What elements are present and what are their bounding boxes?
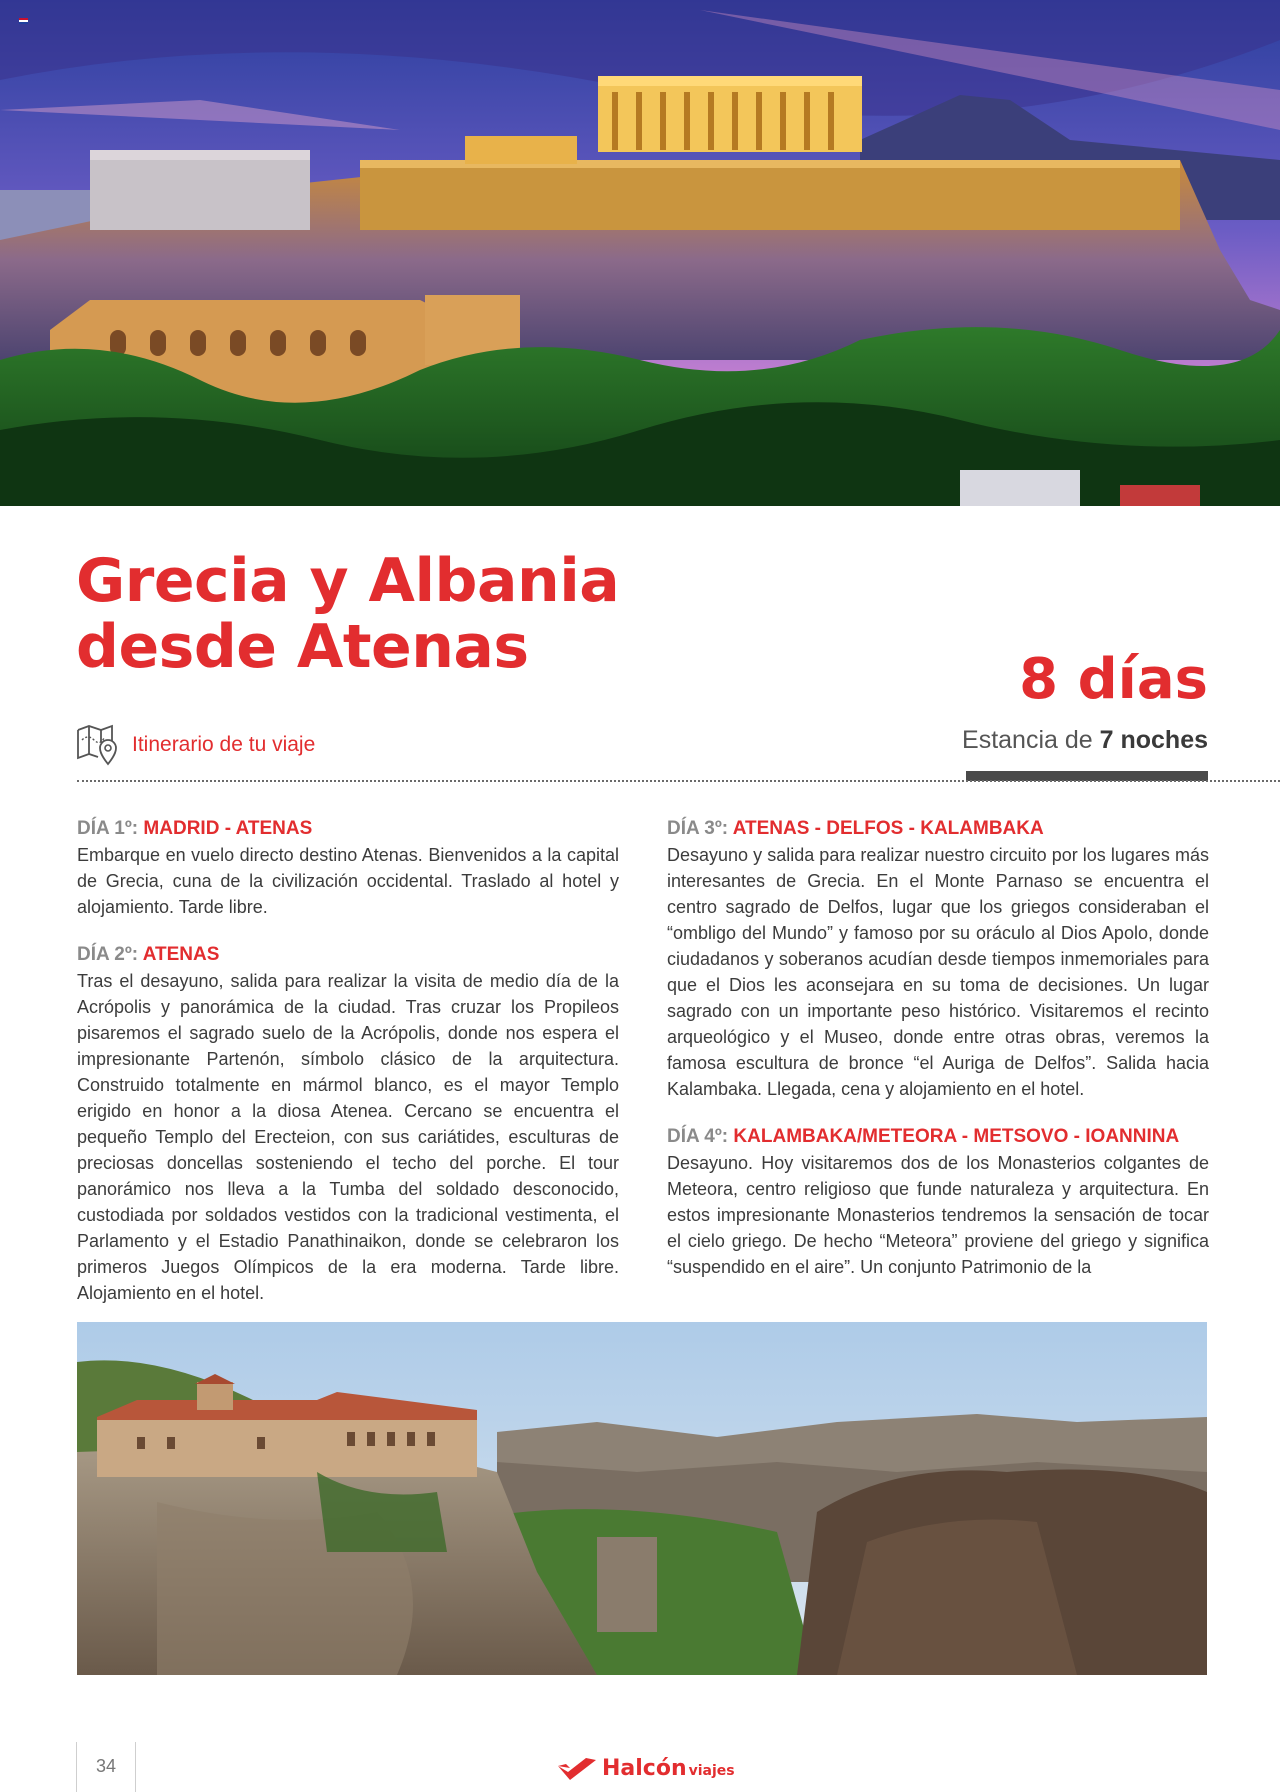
day-2 (77, 942, 619, 1306)
day-heading (667, 1124, 1209, 1150)
title-line-2: desde Atenas (76, 612, 529, 682)
day-route: ATENAS - DELFOS - KALAMBAKA (732, 818, 1044, 839)
duration-days: 8 días (1019, 647, 1208, 712)
halcon-logo (556, 1756, 735, 1782)
day-description: Desayuno y salida para realizar nuestro circuito por los lugares más interesantes de Grecia. En el Monte Parnaso se encuentra el centro sagrado de Delfos, lugar que los griegos consideraban el “ombligo del Mundo” y famoso por su oráculo al Dios Apolo, donde ciudadanos y soberanos acudían desde tiempos inmemoriales para que el Dios les aconsejara en su toma de decisiones. Un lugar sagrado con un importante peso histórico. Visitaremos el recinto arqueológico y el Museo, donde entre otras obras, veremos la famosa escultura de bronce “el Auriga de Delfos”. Salida hacia Kalambaka. Llegada, cena y alojamiento en el hotel. (667, 845, 1209, 1099)
day-heading (77, 942, 619, 968)
title-line-1: Grecia y Albania (76, 546, 620, 616)
hero-photo-acropolis (0, 0, 1280, 506)
day-heading (667, 816, 1209, 842)
page-title (76, 548, 619, 680)
brand-name: Halcón (602, 1756, 687, 1781)
day-label: DÍA 3º: (667, 818, 733, 839)
meteora-photo (77, 1322, 1207, 1675)
day-3 (667, 816, 1209, 1102)
itinerary-column-left (77, 816, 619, 1328)
day-route: ATENAS (142, 944, 220, 965)
day-description: Embarque en vuelo directo destino Atenas. Bienvenidos a la capital de Grecia, cuna de la civilización occidental. Traslado al hotel y alojamiento. Tarde libre. (77, 845, 619, 917)
divider (77, 780, 1280, 782)
day-description: Desayuno. Hoy visitaremos dos de los Monasterios colgantes de Meteora, centro religioso que funde naturaleza y arquitectura. En estos impresionante Monasterios tendremos la sensación de tocar el cielo griego. De hecho “Meteora” proviene del griego y significa “suspendido en el aire”. Un conjunto Patrimonio de la (667, 1153, 1209, 1277)
day-heading (77, 816, 619, 842)
page-number-box (76, 1742, 136, 1792)
stay-prefix: Estancia de (962, 726, 1100, 754)
itinerary-header (76, 724, 315, 766)
day-label: DÍA 2º: (77, 944, 143, 965)
day-1 (77, 816, 619, 920)
halcon-logo-icon (556, 1756, 598, 1782)
map-pin-icon (76, 724, 120, 766)
day-label: DÍA 1º: (77, 818, 144, 839)
brand-sub: viajes (688, 1763, 735, 1779)
day-route: KALAMBAKA/METEORA - METSOVO - IOANNINA (733, 1126, 1180, 1147)
day-label: DÍA 4º: (667, 1126, 734, 1147)
stay-nights-value: 7 noches (1099, 726, 1208, 754)
itinerary-column-right (667, 816, 1209, 1302)
day-4 (667, 1124, 1209, 1280)
stay-nights (962, 726, 1208, 755)
page-number: 34 (95, 1756, 117, 1776)
day-route: MADRID - ATENAS (143, 818, 313, 839)
itinerary-label: Itinerario de tu viaje (132, 733, 316, 756)
day-description: Tras el desayuno, salida para realizar la visita de medio día de la Acrópolis y panorámica de la ciudad. Tras cruzar los Propileos pisaremos el sagrado suelo de la Acrópolis, donde nos espera el impresionante Partenón, símbolo clásico de la arquitectura. Construido totalmente en mármol blanco, es el mayor Templo erigido en honor a la diosa Atenea. Cercano se encuentra el pequeño Templo del Erecteion, con sus cariátides, esculturas de preciosas doncellas sosteniendo el techo del porche. El tour panorámico nos lleva a la Tumba del soldado desconocido, custodiada por soldados vestidos con la tradicional vestimenta, el Parlamento y el Estadio Panathinaikon, donde se celebraron los primeros Juegos Olímpicos de la era moderna. Tarde libre. Alojamiento en el hotel. (77, 971, 619, 1303)
flag-icon (19, 18, 28, 25)
